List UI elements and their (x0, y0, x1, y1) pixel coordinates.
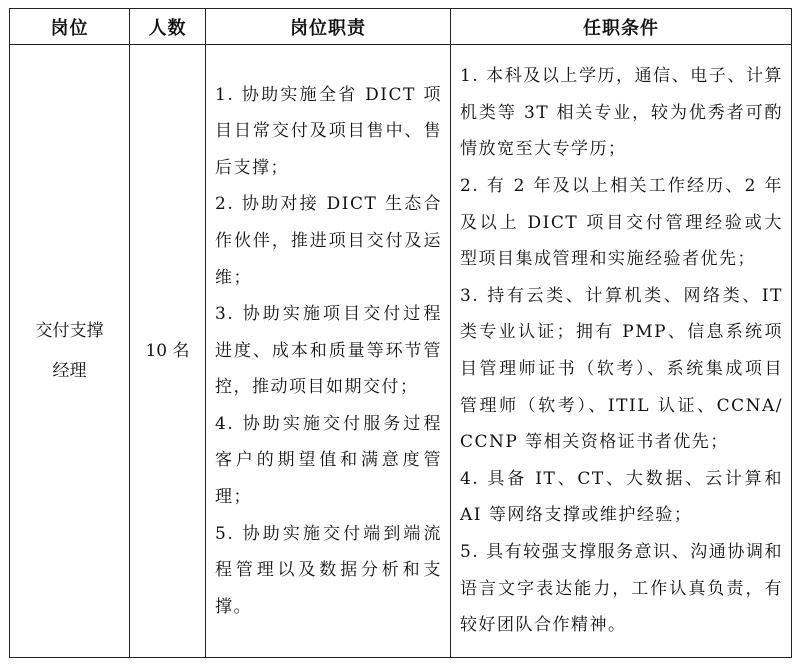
position-line: 经理 (52, 361, 87, 381)
header-requirements: 任职条件 (451, 9, 792, 45)
position-line: 交付支撑 (35, 321, 104, 341)
header-duties: 岗位职责 (206, 9, 451, 45)
duty-item: 4. 协助实施交付服务过程客户的期望值和满意度管理； (215, 413, 442, 508)
header-count: 人数 (130, 9, 206, 45)
requirement-item: 5. 具有较强支撑服务意识、沟通协调和语言文字表达能力，工作认真负责，有较好团队合作精神。 (460, 541, 783, 636)
duties-list (206, 73, 450, 630)
requirement-item: 4. 具备 IT、CT、大数据、云计算和 AI 等网络支撑或维护经验； (460, 468, 783, 526)
duty-item: 1. 协助实施全省 DICT 项目日常交付及项目售中、售后支撑； (215, 84, 442, 178)
requirement-item: 2. 有 2 年及以上相关工作经历、2 年及以上 DICT 项目交付管理经验或大型项目集成管理和实施经验者优先； (460, 176, 783, 270)
duty-item: 3. 协助实施项目交付过程进度、成本和质量等环节管控，推动项目如期交付； (215, 304, 442, 398)
duties-cell (206, 45, 451, 658)
table-row (10, 45, 792, 658)
duty-item: 2. 协助对接 DICT 生态合作伙伴，推进项目交付及运维； (215, 194, 442, 288)
job-table (9, 8, 792, 658)
requirement-item: 1. 本科及以上学历，通信、电子、计算机类等 3T 相关专业，较为优秀者可酌情放宽至大专学历； (460, 66, 783, 160)
header-position: 岗位 (10, 9, 130, 45)
position-cell (10, 45, 130, 658)
requirement-item: 3. 持有云类、计算机类、网络类、IT 类专业认证；拥有 PMP、信息系统项目管理师证书（软考）、系统集成项目管理师（软考）、ITIL 认证、CCNA/CCNP 等相关资格证书者优先； (460, 285, 783, 453)
requirements-cell (451, 45, 792, 658)
count-cell: 10 名 (130, 45, 206, 658)
requirements-list (451, 54, 791, 648)
duty-item: 5. 协助实施交付端到端流程管理以及数据分析和支撑。 (215, 523, 442, 617)
header-row (10, 9, 792, 45)
